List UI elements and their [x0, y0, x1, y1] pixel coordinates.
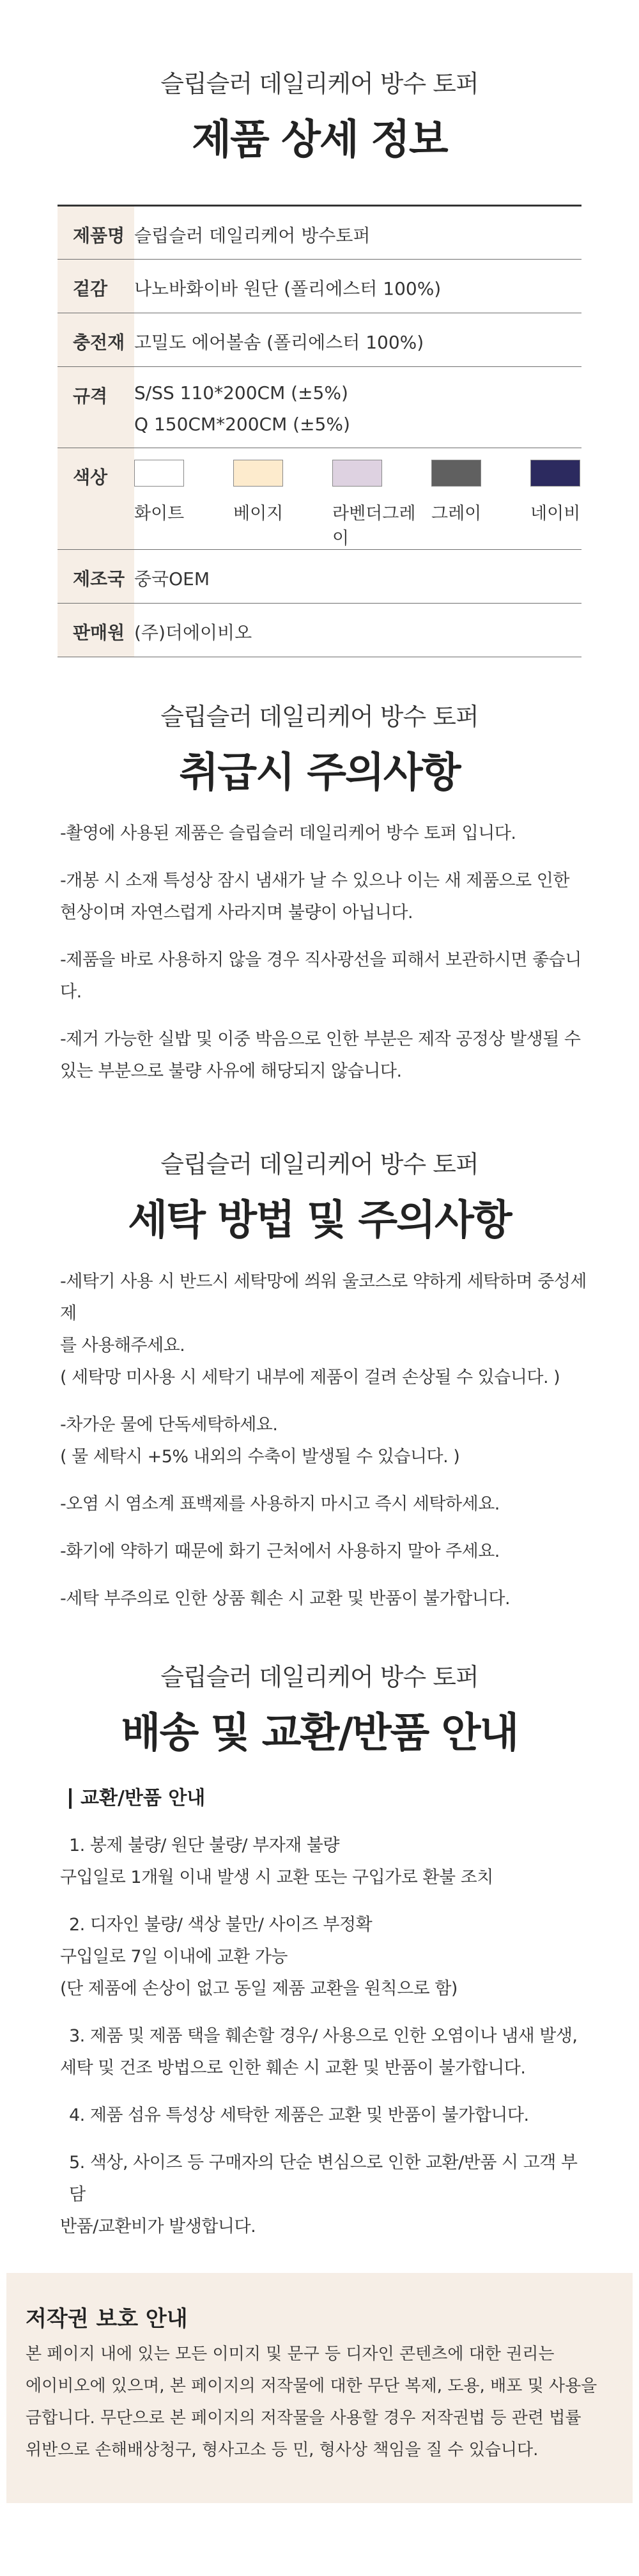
- care-line: 있는 부분으로 불량 사유에 해당되지 않습니다.: [60, 1061, 402, 1081]
- care-text: [60, 818, 590, 1088]
- spec-row-origin: [58, 550, 581, 604]
- spec-value-2: Q 150CM*200CM (±5%): [134, 414, 350, 435]
- spec-header: [0, 64, 639, 166]
- wash-subtitle: 슬립슬러 데일리케어 방수 토퍼: [160, 1150, 479, 1178]
- color-swatches: [134, 460, 581, 549]
- spec-row-outer: [58, 260, 581, 313]
- color-swatch-beige: [233, 460, 332, 549]
- care-subtitle: 슬립슬러 데일리케어 방수 토퍼: [160, 703, 479, 731]
- spec-value: 중국OEM: [134, 550, 581, 604]
- care-line: -제품을 바로 사용하지 않을 경우 직사광선을 피해서 보관하시면 좋습니다.: [60, 950, 581, 1002]
- copyright-text: [26, 2338, 601, 2466]
- swatch-box: [134, 460, 184, 487]
- spec-row-color: [58, 448, 581, 550]
- spec-label: 제품명: [58, 206, 134, 260]
- color-swatch-navy: [530, 460, 581, 549]
- wash-line: -오염 시 염소계 표백제를 사용하지 마시고 즉시 세탁하세요.: [60, 1494, 500, 1514]
- copyright-box: [6, 2273, 633, 2503]
- swatch-label: 라벤더그레이: [332, 504, 416, 549]
- wash-line: -차가운 물에 단독세탁하세요.: [60, 1415, 278, 1435]
- delivery-item-title: 2. 디자인 불량/ 색상 불만/ 사이즈 부정확: [69, 1915, 373, 1935]
- delivery-line: 세탁 및 건조 방법으로 인한 훼손 시 교환 및 반품이 불가합니다.: [60, 2058, 526, 2078]
- spec-row-seller: [58, 604, 581, 657]
- delivery-item-title: 3. 제품 및 제품 택을 훼손할 경우/ 사용으로 인한 오염이나 냄새 발생,: [69, 2026, 578, 2046]
- care-header: [0, 697, 639, 799]
- spec-value: 슬립슬러 데일리케어 방수토퍼: [134, 206, 581, 260]
- delivery-text: [60, 1830, 590, 2243]
- spec-value: 나노바화이바 원단 (폴리에스터 100%): [134, 260, 581, 313]
- returns-subhead: 교환/반품 안내: [69, 1788, 205, 1809]
- swatch-label: 네이비: [530, 504, 581, 524]
- care-line: -개봉 시 소재 특성상 잠시 냄새가 날 수 있으나 이는 새 제품으로 인한: [60, 871, 569, 891]
- swatch-box: [530, 460, 580, 487]
- spec-value: (주)더에이비오: [134, 604, 581, 657]
- color-swatch-gray: [431, 460, 530, 549]
- spec-row-size: [58, 367, 581, 448]
- copyright-line: 금합니다. 무단으로 본 페이지의 저작물을 사용할 경우 저작권법 등 관련 법률: [26, 2408, 581, 2428]
- swatch-box: [332, 460, 382, 487]
- wash-line: ( 세탁망 미사용 시 세탁기 내부에 제품이 걸려 손상될 수 있습니다. ): [60, 1368, 560, 1387]
- spec-row-filling: [58, 313, 581, 367]
- spec-title: 제품 상세 정보: [192, 116, 447, 164]
- spec-label: 색상: [58, 448, 134, 550]
- copyright-title: 저작권 보호 안내: [26, 2306, 188, 2332]
- color-swatch-white: [134, 460, 233, 549]
- delivery-item-title: 4. 제품 섬유 특성상 세탁한 제품은 교환 및 반품이 불가합니다.: [69, 2105, 529, 2125]
- delivery-header: [0, 1657, 639, 1759]
- wash-header: [0, 1144, 639, 1246]
- wash-line: -세탁기 사용 시 반드시 세탁망에 씌워 울코스로 약하게 세탁하며 중성세제: [60, 1272, 587, 1323]
- copyright-line: 에이비오에 있으며, 본 페이지의 저작물에 대한 무단 복제, 도용, 배포 및 사용을: [26, 2377, 597, 2396]
- wash-text: [60, 1266, 590, 1615]
- wash-line: ( 물 세탁시 +5% 내외의 수축이 발생될 수 있습니다. ): [60, 1447, 460, 1467]
- delivery-line: 구입일로 7일 이내에 교환 가능: [60, 1947, 288, 1967]
- spec-row-name: [58, 206, 581, 260]
- spec-subtitle: 슬립슬러 데일리케어 방수 토퍼: [160, 70, 479, 98]
- swatch-box: [233, 460, 283, 487]
- spec-table: [58, 205, 581, 657]
- delivery-line: 구입일로 1개월 이내 발생 시 교환 또는 구입가로 환불 조치: [60, 1868, 493, 1887]
- swatch-label: 베이지: [233, 504, 284, 524]
- spec-value: S/SS 110*200CM (±5%): [134, 382, 348, 403]
- care-line: 현상이며 자연스럽게 사라지며 불량이 아닙니다.: [60, 903, 413, 923]
- color-swatch-lavender-gray: [332, 460, 431, 549]
- swatch-label: 화이트: [134, 504, 185, 524]
- wash-line: 를 사용해주세요.: [60, 1336, 185, 1355]
- wash-line: -화기에 약하기 때문에 화기 근처에서 사용하지 말아 주세요.: [60, 1542, 500, 1561]
- copyright-line: 본 페이지 내에 있는 모든 이미지 및 문구 등 디자인 콘텐츠에 대한 권리는: [26, 2345, 555, 2364]
- delivery-line: 반품/교환비가 발생합니다.: [60, 2217, 256, 2236]
- delivery-line: (단 제품에 손상이 없고 동일 제품 교환을 원칙으로 함): [60, 1979, 458, 1999]
- swatch-box: [431, 460, 481, 487]
- delivery-item-title: 5. 색상, 사이즈 등 구매자의 단순 변심으로 인한 교환/반품 시 고객 부담: [69, 2153, 578, 2205]
- delivery-item-title: 1. 봉제 불량/ 원단 불량/ 부자재 불량: [69, 1836, 340, 1855]
- wash-title: 세탁 방법 및 주의사항: [128, 1197, 511, 1244]
- spec-label: 판매원: [58, 604, 134, 657]
- care-line: -제거 가능한 실밥 및 이중 박음으로 인한 부분은 제작 공정상 발생될 수: [60, 1029, 581, 1049]
- spec-label: 제조국: [58, 550, 134, 604]
- spec-value: 고밀도 에어볼솜 (폴리에스터 100%): [134, 313, 581, 367]
- care-title: 취급시 주의사항: [179, 749, 460, 797]
- spec-label: 충전재: [58, 313, 134, 367]
- delivery-subtitle: 슬립슬러 데일리케어 방수 토퍼: [160, 1663, 479, 1691]
- swatch-label: 그레이: [431, 504, 482, 524]
- copyright-line: 위반으로 손해배상청구, 형사고소 등 민, 형사상 책임을 질 수 있습니다.: [26, 2440, 539, 2460]
- spec-label: 규격: [58, 367, 134, 448]
- spec-label: 겉감: [58, 260, 134, 313]
- wash-line: -세탁 부주의로 인한 상품 훼손 시 교환 및 반품이 불가합니다.: [60, 1589, 511, 1609]
- care-line: -촬영에 사용된 제품은 슬립슬러 데일리케어 방수 토퍼 입니다.: [60, 824, 516, 843]
- delivery-title: 배송 및 교환/반품 안내: [121, 1710, 518, 1757]
